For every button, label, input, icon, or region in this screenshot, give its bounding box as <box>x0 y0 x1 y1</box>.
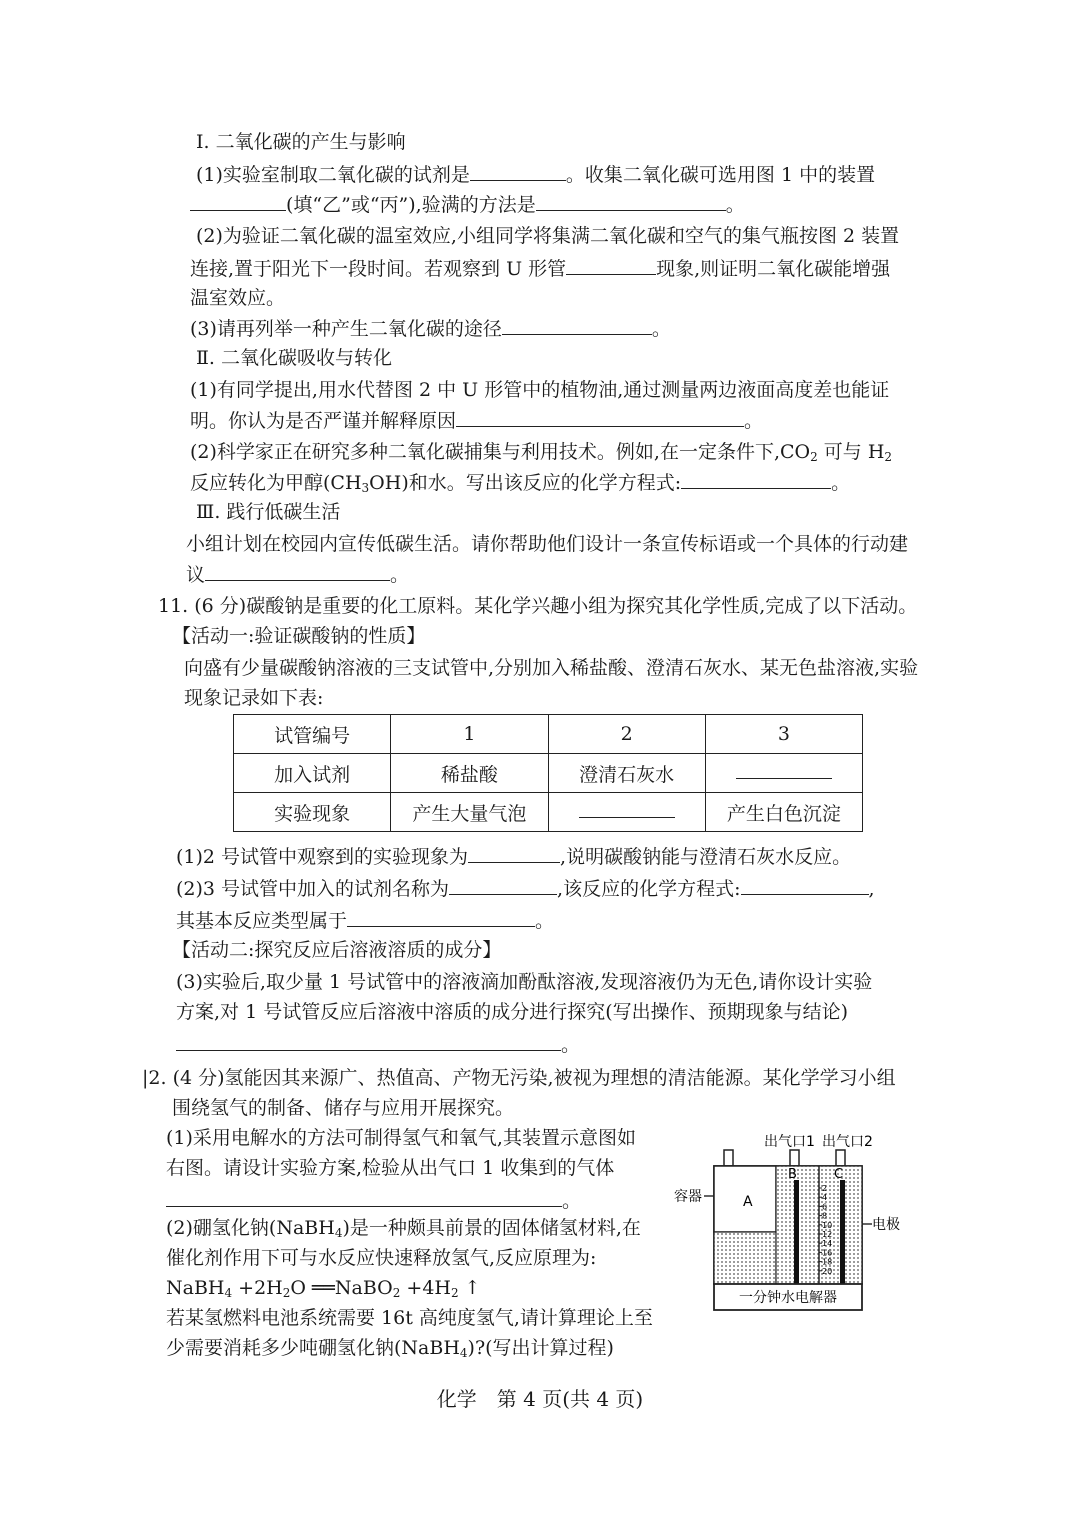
table-header-cell: 1 <box>391 715 548 754</box>
section-3-heading: Ⅲ. 践行低碳生活 <box>196 501 341 523</box>
section-3-line2: 议 。 <box>186 560 409 589</box>
outlet-tube-a <box>724 1150 733 1166</box>
scale-tick-label: 18 <box>822 1257 833 1267</box>
answer-blank[interactable] <box>468 842 560 863</box>
scale-tick-label: 4 <box>822 1193 828 1203</box>
section-2-q2-line1: (2)科学家正在研究多种二氧化碳捕集与利用技术。例如,在一定条件下$,CO_2$ 可与 $H_2$ <box>190 441 893 464</box>
table-cell-blank[interactable] <box>705 754 862 793</box>
scale-tick-label: 6 <box>822 1202 828 1212</box>
q11-intro-line1: 向盛有少量碳酸钠溶液的三支试管中,分别加入稀盐酸、澄清石灰水、某无色盐溶液,实验 <box>184 657 919 679</box>
scale-tick-label: 14 <box>822 1239 833 1249</box>
label-a: A <box>743 1194 753 1210</box>
answer-blank[interactable] <box>347 906 535 927</box>
table-cell: 产生大量气泡 <box>391 793 548 832</box>
outlet-1-label: 出气口1 <box>764 1134 815 1150</box>
section-2-heading: Ⅱ. 二氧化碳吸收与转化 <box>196 347 392 369</box>
scale-tick-label: 20 <box>822 1266 833 1276</box>
outlet-2-label: 出气口2 <box>822 1134 873 1150</box>
table-cell: 稀盐酸 <box>391 754 548 793</box>
scale-tick-label: 12 <box>822 1230 833 1239</box>
q12-equation: NaBH$_4$ $+2H_2O$ ══NaBO$_2$ $+4H_2$ ↑ <box>166 1277 481 1300</box>
container-label: 容器 <box>674 1189 702 1205</box>
page-footer: 化学 第 4 页(共 4 页) <box>436 1387 644 1411</box>
scale-tick-label: 2 <box>822 1184 828 1193</box>
table-cell-blank[interactable] <box>548 793 705 832</box>
electrode-c <box>840 1180 845 1284</box>
answer-blank[interactable] <box>470 160 566 181</box>
table-header-cell: 2 <box>548 715 705 754</box>
q12-part-1-line3: 。 <box>166 1186 581 1215</box>
q11-activity-2: 【活动二:探究反应后溶液溶质的成分】 <box>172 939 502 961</box>
container-a-water <box>714 1232 776 1284</box>
table-header-cell: 试管编号 <box>234 715 391 754</box>
table-cell: 澄清石灰水 <box>548 754 705 793</box>
answer-blank[interactable] <box>456 406 744 427</box>
answer-blank[interactable] <box>741 874 869 895</box>
scale-tick-label: 10 <box>822 1220 833 1230</box>
answer-blank[interactable] <box>205 560 390 581</box>
table-cell: 产生白色沉淀 <box>705 793 862 832</box>
section-3-line1: 小组计划在校园内宣传低碳生活。请你帮助他们设计一条宣传标语或一个具体的行动建 <box>186 533 909 555</box>
label-b: B <box>788 1167 797 1182</box>
q11-title: 11. (6 分)碳酸钠是重要的化工原料。某化学兴趣小组为探究其化学性质,完成了以下活动。 <box>158 595 918 617</box>
scale-tick-label: 8 <box>822 1211 828 1221</box>
q11-part-2-line1: (2)3 号试管中加入的试剂名称为 ,该反应的化学方程式: , <box>176 874 875 903</box>
table-header-cell: 3 <box>705 715 862 754</box>
experiment-table <box>233 714 863 832</box>
answer-blank[interactable] <box>502 314 652 335</box>
electrode-b <box>794 1180 799 1284</box>
answer-blank[interactable] <box>449 874 557 895</box>
outlet-tube-2 <box>836 1150 845 1166</box>
q11-part-3-line1: (3)实验后,取少量 1 号试管中的溶液滴加酚酞溶液,发现溶液仍为无色,请你设计实验 <box>176 971 873 993</box>
answer-blank[interactable] <box>190 190 286 211</box>
q12-part-1-line1: (1)采用电解水的方法可制得氢气和氧气,其装置示意图如 <box>166 1127 636 1149</box>
answer-blank[interactable] <box>176 1030 561 1051</box>
table-row <box>234 715 863 754</box>
section-1-q1-line1: (1)实验室制取二氧化碳的试剂是 。收集二氧化碳可选用图 1 中的装置 <box>196 160 875 189</box>
section-1-q2-line2: 连接,置于阳光下一段时间。若观察到 U 形管 现象,则证明二氧化碳能增强 <box>190 254 890 283</box>
section-1-heading: Ⅰ. 二氧化碳的产生与影响 <box>196 131 406 153</box>
section-1-q3: (3)请再列举一种产生二氧化碳的途径 。 <box>190 314 671 343</box>
q11-part-2-line2: 其基本反应类型属于 。 <box>176 906 554 935</box>
q11-intro-line2: 现象记录如下表: <box>184 687 324 709</box>
electrolysis-diagram <box>672 1120 912 1320</box>
table-cell: 加入试剂 <box>234 754 391 793</box>
section-1-q2-line3: 温室效应。 <box>190 287 286 309</box>
electrode-label: 电极 <box>872 1217 900 1233</box>
q12-part-1-line2: 右图。请设计实验方案,检验从出气口 1 收集到的气体 <box>166 1157 615 1179</box>
answer-blank[interactable] <box>566 254 656 275</box>
base-label: 一分钟水电解器 <box>739 1290 837 1306</box>
q12-title-line1: |2. (4 分)氢能因其来源广、热值高、产物无污染,被视为理想的清洁能源。某化学学习小组 <box>142 1067 896 1089</box>
q11-part-3-line3: 。 <box>176 1030 580 1059</box>
q12-part-2-line2: 催化剂作用下可与水反应快速释放氢气,反应原理为: <box>166 1247 597 1269</box>
section-1-q2-line1: (2)为验证二氧化碳的温室效应,小组同学将集满二氧化碳和空气的集气瓶按图 2 装置 <box>196 225 900 247</box>
section-2-q1-line2: 明。你认为是否严谨并解释原因 。 <box>190 406 763 435</box>
section-1-q1-line2: (填“乙”或“丙”),验满的方法是 。 <box>190 190 745 219</box>
q11-part-3-line2: 方案,对 1 号试管反应后溶液中溶质的成分进行探究(写出操作、预期现象与结论) <box>176 1001 849 1023</box>
outlet-tube-1 <box>790 1150 799 1166</box>
answer-blank[interactable] <box>681 468 831 489</box>
q12-part-2-line4: 少需要消耗多少吨硼氢化钠(NaBH$_4$)?(写出计算过程) <box>166 1337 614 1360</box>
q12-title-line2: 围绕氢气的制备、储存与应用开展探究。 <box>172 1097 515 1119</box>
table-row <box>234 793 863 832</box>
table-row <box>234 754 863 793</box>
answer-blank[interactable] <box>536 190 726 211</box>
section-2-q2-line2: 反应转化为甲醇$(CH_3OH)$和水。写出该反应的化学方程式: 。 <box>190 468 850 502</box>
scale-tick-label: 16 <box>822 1248 833 1258</box>
q12-part-2-line3: 若某氢燃料电池系统需要 16t 高纯度氢气,请计算理论上至 <box>166 1307 653 1329</box>
section-2-q1-line1: (1)有同学提出,用水代替图 2 中 U 形管中的植物油,通过测量两边液面高度差也能证 <box>190 379 890 401</box>
answer-blank[interactable] <box>166 1186 562 1207</box>
table-cell: 实验现象 <box>234 793 391 832</box>
q12-part-2-line1: (2)硼氢化钠(NaBH$_4$)是一种颇具前景的固体储氢材料,在 <box>166 1217 641 1240</box>
q11-part-1: (1)2 号试管中观察到的实验现象为 ,说明碳酸钠能与澄清石灰水反应。 <box>176 842 851 871</box>
label-c: C <box>834 1167 844 1182</box>
q11-activity-1: 【活动一:验证碳酸钠的性质】 <box>172 625 426 647</box>
